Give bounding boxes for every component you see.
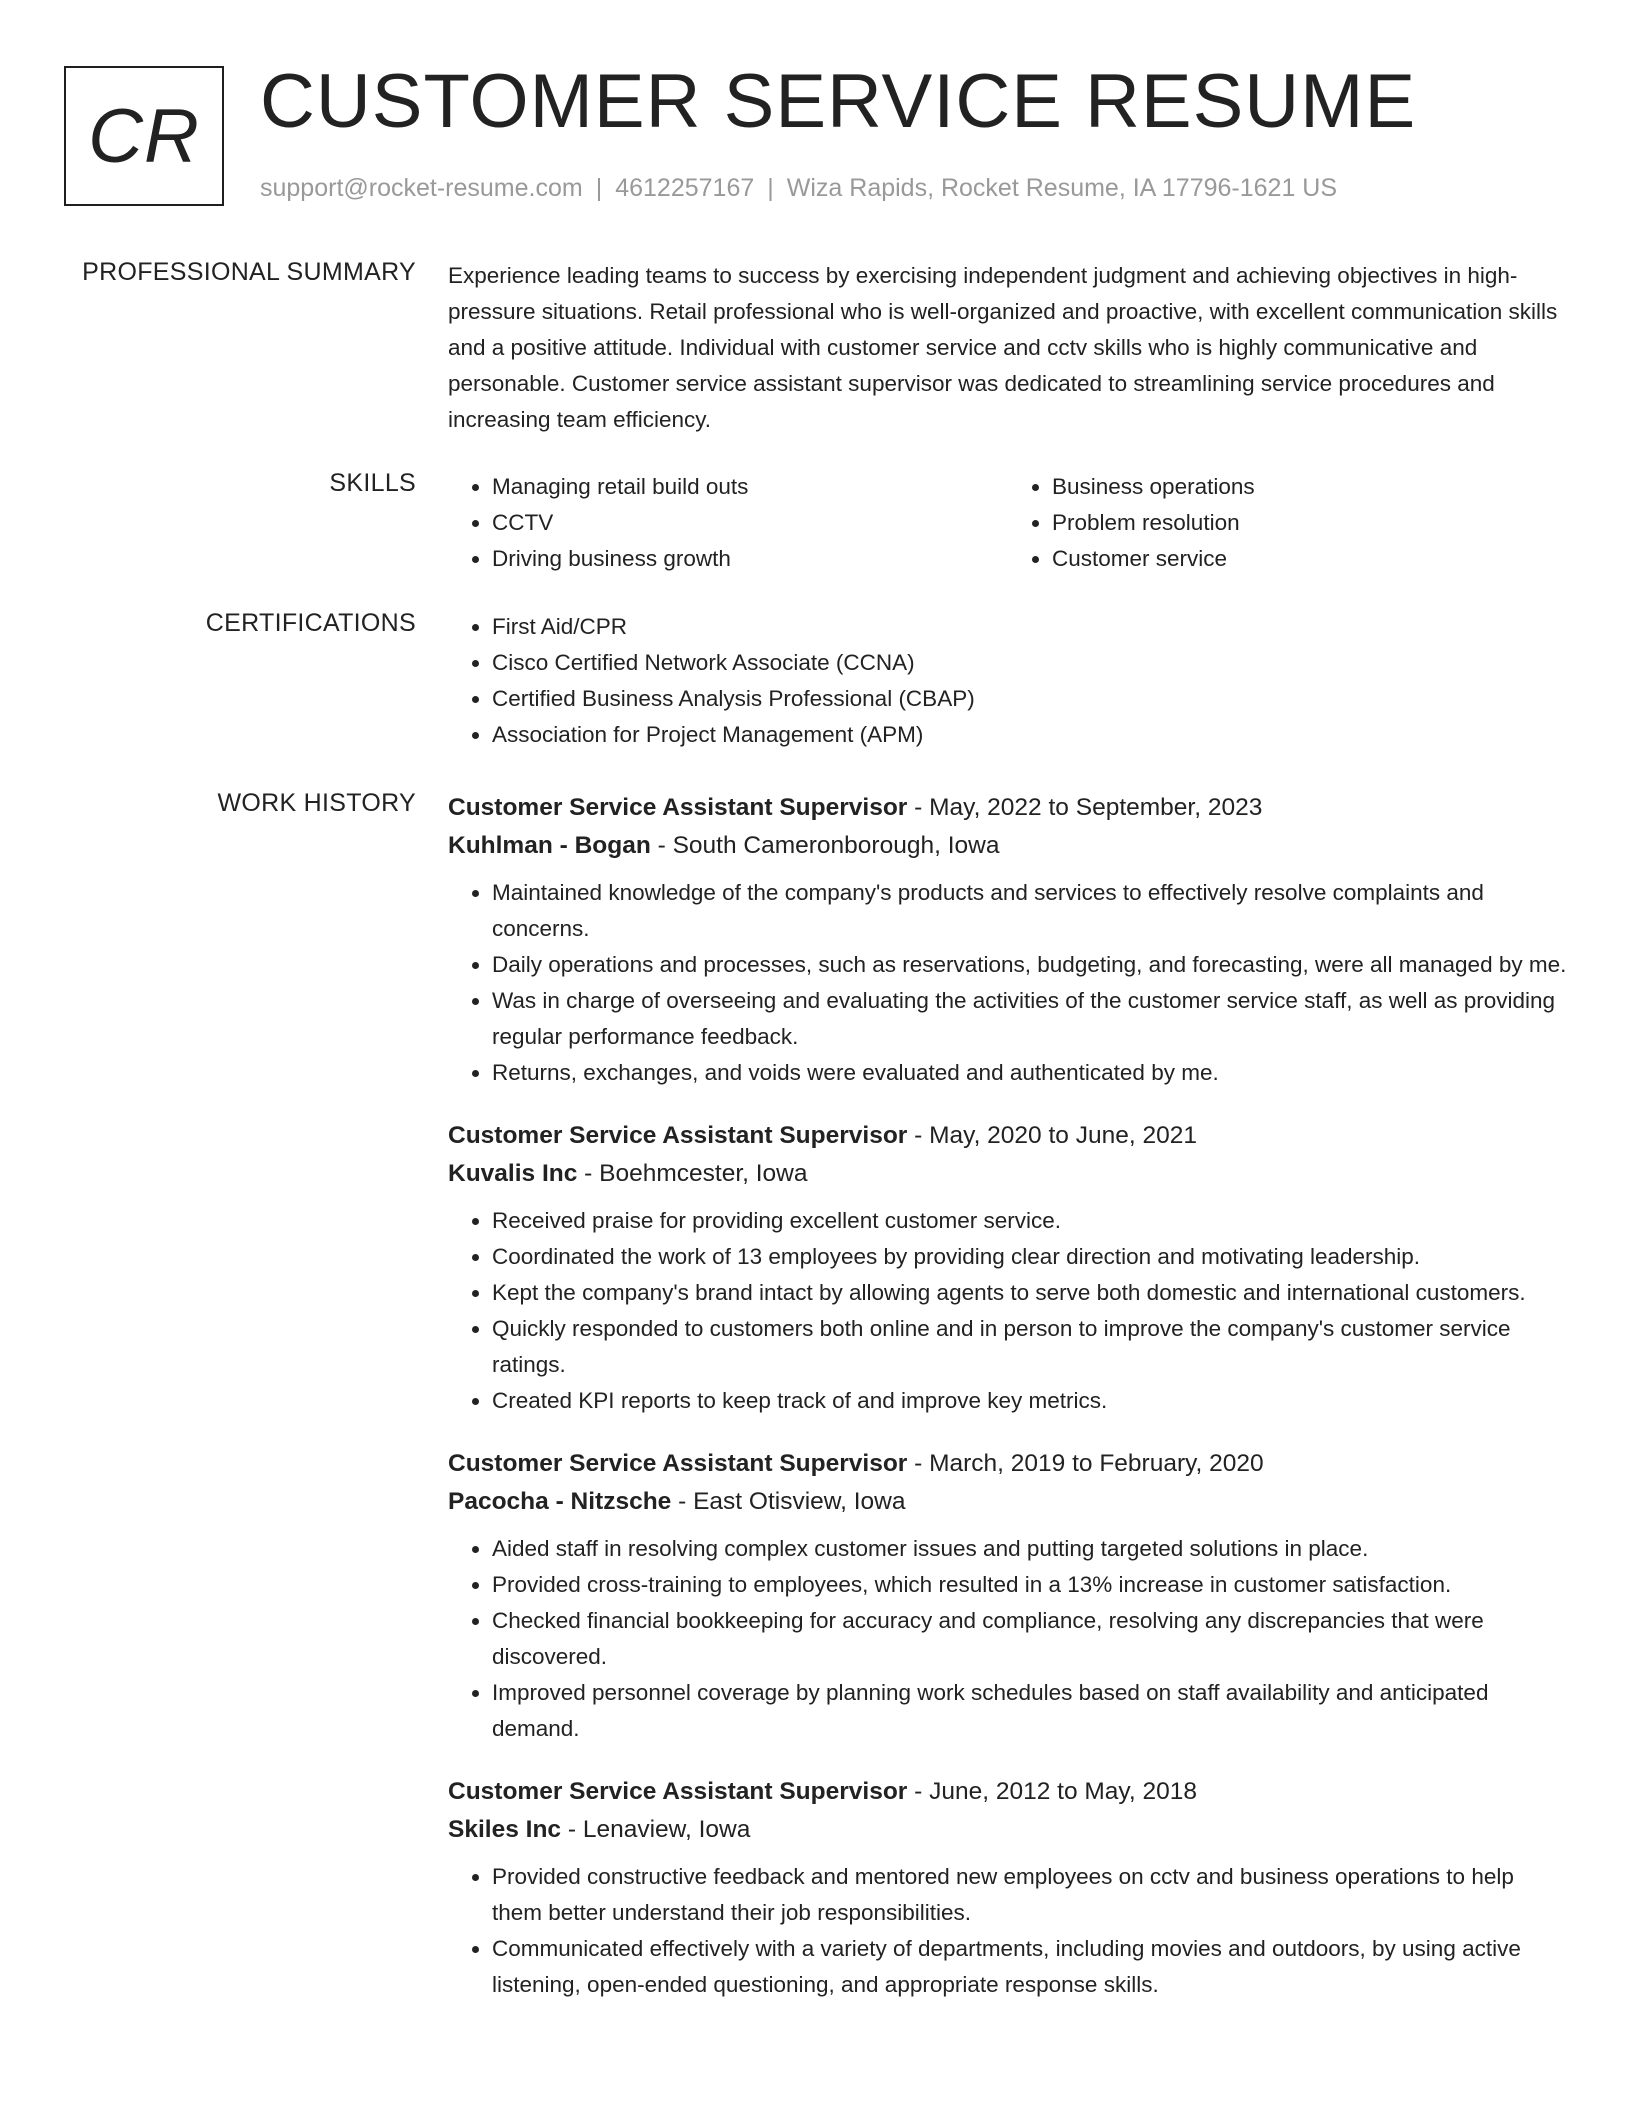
resume-header xyxy=(64,59,1564,216)
skill-item: • Problem resolution xyxy=(1052,505,1568,541)
job-bullet: • Received praise for providing excellent customer service. xyxy=(492,1203,1568,1239)
contact-line xyxy=(260,174,1337,203)
certification-item: • First Aid/CPR xyxy=(492,609,1568,645)
job-title: Customer Service Assistant Supervisor xyxy=(448,1122,908,1149)
contact-address: Wiza Rapids, Rocket Resume, IA 17796-1621 US xyxy=(786,174,1338,202)
certification-item: • Cisco Certified Network Associate (CCNA) xyxy=(492,645,1568,681)
skill-item: • Business operations xyxy=(1052,469,1568,505)
skill-item: • Managing retail build outs xyxy=(492,469,1008,505)
job-bullet: • Maintained knowledge of the company's products and services to effectively resolve complaints and concerns. xyxy=(492,875,1568,947)
job-bullet: • Provided cross-training to employees, which resulted in a 13% increase in customer satisfaction. xyxy=(492,1567,1568,1603)
summary-body xyxy=(448,258,1568,438)
skill-item: • CCTV xyxy=(492,505,1008,541)
job-company: Skiles Inc xyxy=(448,1816,562,1843)
job-bullet: • Checked financial bookkeeping for accuracy and compliance, resolving any discrepancies that were discovered. xyxy=(492,1603,1568,1675)
job-entry xyxy=(448,789,1568,1091)
job-dates: - May, 2022 to September, 2023 xyxy=(907,794,1263,821)
job-location: - South Cameronborough, Iowa xyxy=(650,832,1000,859)
job-company-line xyxy=(448,1155,1568,1193)
job-entry xyxy=(448,1773,1568,2003)
job-bullet: • Aided staff in resolving complex customer issues and putting targeted solutions in place. xyxy=(492,1531,1568,1567)
job-location: - Boehmcester, Iowa xyxy=(577,1160,808,1187)
job-bullet: • Quickly responded to customers both online and in person to improve the company's customer service ratings. xyxy=(492,1311,1568,1383)
job-title-line xyxy=(448,789,1568,827)
job-title: Customer Service Assistant Supervisor xyxy=(448,794,908,821)
job-company-line xyxy=(448,1483,1568,1521)
skills-list-left xyxy=(448,469,1008,577)
job-bullet: • Communicated effectively with a variety of departments, including movies and outdoors, by using active listening, open-ended questioning, and appropriate response skills. xyxy=(492,1931,1568,2003)
section-title-summary: PROFESSIONAL SUMMARY xyxy=(82,258,416,286)
section-title-work-history: WORK HISTORY xyxy=(217,789,416,817)
work-history-body xyxy=(448,789,1568,2029)
certifications-body xyxy=(448,609,1568,753)
job-bullet: • Provided constructive feedback and mentored new employees on cctv and business operations to help them better understand their job responsibilities. xyxy=(492,1859,1568,1931)
summary-text: Experience leading teams to success by exercising independent judgment and achieving objectives in high-pressure situations. Retail professional who is well-organized and proactive, with excellent communication skills and a positive attitude. Individual with customer service and cctv skills who is highly communicative and personable. Customer service assistant supervisor was dedicated to streamlining service procedures and increasing team efficiency. xyxy=(448,263,1558,432)
contact-phone[interactable]: 4612257167 xyxy=(615,174,755,202)
job-company-line xyxy=(448,827,1568,865)
skill-item: • Customer service xyxy=(1052,541,1568,577)
contact-separator: | xyxy=(595,174,603,202)
job-title-line xyxy=(448,1773,1568,1811)
resume-title: CUSTOMER SERVICE RESUME xyxy=(260,59,1417,144)
certifications-list xyxy=(448,609,1568,753)
job-bullet: • Created KPI reports to keep track of and improve key metrics. xyxy=(492,1383,1568,1419)
job-title-line xyxy=(448,1445,1568,1483)
job-dates: - May, 2020 to June, 2021 xyxy=(907,1122,1197,1149)
job-location: - Lenaview, Iowa xyxy=(561,1816,751,1843)
job-company-line xyxy=(448,1811,1568,1849)
job-bullets xyxy=(448,875,1568,1091)
job-entry xyxy=(448,1117,1568,1419)
certification-item: • Certified Business Analysis Professional (CBAP) xyxy=(492,681,1568,717)
job-company: Pacocha - Nitzsche xyxy=(448,1488,672,1515)
contact-email[interactable]: support@rocket-resume.com xyxy=(260,174,583,202)
job-company: Kuhlman - Bogan xyxy=(448,832,651,859)
job-title: Customer Service Assistant Supervisor xyxy=(448,1450,908,1477)
skills-list-right xyxy=(1008,469,1568,577)
job-dates: - March, 2019 to February, 2020 xyxy=(907,1450,1264,1477)
monogram-logo: CR xyxy=(64,66,224,206)
skill-item: • Driving business growth xyxy=(492,541,1008,577)
section-title-certifications: CERTIFICATIONS xyxy=(205,609,416,637)
job-bullets xyxy=(448,1531,1568,1747)
job-title-line xyxy=(448,1117,1568,1155)
job-bullet: • Returns, exchanges, and voids were evaluated and authenticated by me. xyxy=(492,1055,1568,1091)
job-bullet: • Was in charge of overseeing and evaluating the activities of the customer service staff, as well as providing regular performance feedback. xyxy=(492,983,1568,1055)
section-title-skills: SKILLS xyxy=(329,469,416,497)
job-bullet: • Kept the company's brand intact by allowing agents to serve both domestic and international customers. xyxy=(492,1275,1568,1311)
skills-body xyxy=(448,469,1568,577)
job-bullet: • Daily operations and processes, such as reservations, budgeting, and forecasting, were all managed by me. xyxy=(492,947,1568,983)
job-bullets xyxy=(448,1859,1568,2003)
certification-item: • Association for Project Management (APM) xyxy=(492,717,1568,753)
job-bullet: • Improved personnel coverage by planning work schedules based on staff availability and anticipated demand. xyxy=(492,1675,1568,1747)
contact-separator: | xyxy=(767,174,774,202)
job-company: Kuvalis Inc xyxy=(448,1160,578,1187)
job-bullets xyxy=(448,1203,1568,1419)
job-entry xyxy=(448,1445,1568,1747)
job-title: Customer Service Assistant Supervisor xyxy=(448,1778,908,1805)
job-location: - East Otisview, Iowa xyxy=(671,1488,906,1515)
job-bullet: • Coordinated the work of 13 employees by providing clear direction and motivating leadership. xyxy=(492,1239,1568,1275)
job-dates: - June, 2012 to May, 2018 xyxy=(907,1778,1197,1805)
